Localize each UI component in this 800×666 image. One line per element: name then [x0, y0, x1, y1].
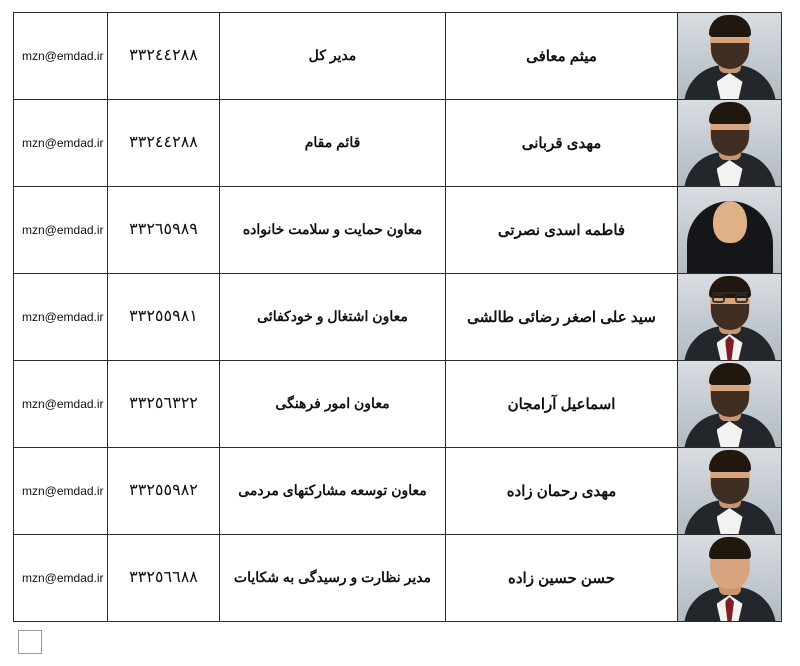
portrait-photo-icon	[678, 100, 781, 186]
staff-phone-cell	[108, 13, 220, 100]
staff-photo-cell	[678, 187, 782, 274]
staff-email-cell	[14, 100, 108, 187]
staff-role-cell	[220, 361, 446, 448]
staff-role: مدیر کل	[308, 47, 357, 64]
staff-phone: ٣٣٢٥٥٩٨١	[129, 307, 198, 325]
staff-name: مهدی رحمان زاده	[506, 482, 617, 500]
staff-email[interactable]: mzn@emdad.ir	[22, 309, 104, 324]
staff-name: مهدی قربانی	[521, 134, 602, 152]
portrait-photo-icon	[678, 274, 781, 360]
staff-email[interactable]: mzn@emdad.ir	[22, 570, 104, 585]
staff-role-cell	[220, 274, 446, 361]
portrait-photo-icon	[678, 361, 781, 447]
staff-phone-cell	[108, 274, 220, 361]
staff-email[interactable]: mzn@emdad.ir	[22, 222, 104, 237]
staff-role: قائم مقام	[304, 134, 361, 151]
staff-name: حسن حسین زاده	[508, 569, 615, 587]
staff-email[interactable]: mzn@emdad.ir	[22, 48, 104, 63]
table-row	[14, 361, 782, 448]
staff-photo-cell	[678, 535, 782, 622]
staff-phone: ٣٣٢٤٤٢٨٨	[129, 133, 198, 151]
staff-name-cell	[446, 448, 678, 535]
staff-role-cell	[220, 13, 446, 100]
staff-role: مدیر نظارت و رسیدگی به شکایات	[233, 569, 432, 586]
staff-name-cell	[446, 187, 678, 274]
staff-name: اسماعیل آرامجان	[507, 395, 616, 413]
table-row	[14, 535, 782, 622]
portrait-photo-icon	[678, 187, 781, 273]
staff-phone-cell	[108, 448, 220, 535]
staff-role: معاون حمایت و سلامت خانواده	[242, 221, 423, 238]
table-row	[14, 187, 782, 274]
staff-role-cell	[220, 187, 446, 274]
staff-role: معاون توسعه مشارکتهای مردمی	[238, 482, 427, 499]
portrait-photo-icon	[678, 13, 781, 99]
staff-photo-cell	[678, 448, 782, 535]
staff-photo-cell	[678, 100, 782, 187]
staff-photo-cell	[678, 274, 782, 361]
staff-role: معاون اشتغال و خودکفائی	[257, 308, 408, 325]
staff-name-cell	[446, 13, 678, 100]
staff-name: میثم معافی	[526, 47, 597, 65]
staff-email-cell	[14, 361, 108, 448]
staff-name-cell	[446, 100, 678, 187]
staff-name-cell	[446, 274, 678, 361]
staff-photo-cell	[678, 13, 782, 100]
staff-email[interactable]: mzn@emdad.ir	[22, 483, 104, 498]
staff-email-cell	[14, 448, 108, 535]
staff-email[interactable]: mzn@emdad.ir	[22, 396, 104, 411]
staff-name: سید علی اصغر رضائی طالشی	[467, 308, 656, 326]
staff-role: معاون امور فرهنگی	[275, 395, 390, 412]
staff-role-cell	[220, 535, 446, 622]
staff-phone-cell	[108, 100, 220, 187]
staff-phone: ٣٣٢٤٤٢٨٨	[129, 46, 198, 64]
staff-phone: ٣٣٢٦٥٩٨٩	[129, 220, 198, 238]
staff-phone: ٣٣٢٥٦٣٢٢	[129, 394, 198, 412]
staff-phone: ٣٣٢٥٦٦٨٨	[129, 568, 198, 586]
table-row	[14, 100, 782, 187]
page-corner-marker	[18, 630, 42, 654]
staff-email-cell	[14, 13, 108, 100]
staff-phone-cell	[108, 535, 220, 622]
table-body	[14, 13, 782, 622]
staff-photo-cell	[678, 361, 782, 448]
staff-email-cell	[14, 274, 108, 361]
staff-name-cell	[446, 361, 678, 448]
portrait-photo-icon	[678, 535, 781, 621]
staff-email[interactable]: mzn@emdad.ir	[22, 135, 104, 150]
staff-email-cell	[14, 187, 108, 274]
staff-email-cell	[14, 535, 108, 622]
table-row	[14, 274, 782, 361]
table-row	[14, 13, 782, 100]
staff-role-cell	[220, 100, 446, 187]
staff-phone-cell	[108, 187, 220, 274]
staff-role-cell	[220, 448, 446, 535]
staff-name: فاطمه اسدی نصرتی	[497, 221, 626, 239]
portrait-photo-icon	[678, 448, 781, 534]
staff-name-cell	[446, 535, 678, 622]
staff-phone: ٣٣٢٥٥٩٨٢	[129, 481, 198, 499]
table-row	[14, 448, 782, 535]
staff-phone-cell	[108, 361, 220, 448]
staff-directory-table	[13, 12, 782, 622]
